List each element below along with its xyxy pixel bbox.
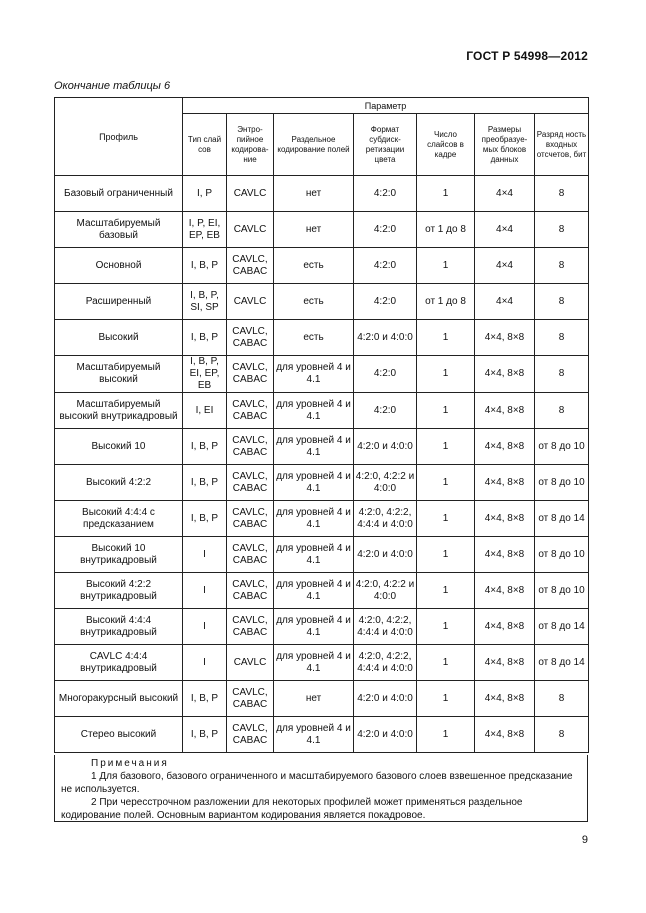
header-col-4: Формат субдиск-ретизации цвета	[354, 114, 417, 176]
table-cell: CAVLC, CABAC	[227, 717, 274, 753]
table-row	[55, 176, 589, 212]
profile-cell: Многоракурсный высокий	[55, 681, 183, 717]
table-row	[55, 212, 589, 248]
table-cell: CAVLC, CABAC	[227, 465, 274, 501]
table-row	[55, 320, 589, 356]
table-cell: 4×4	[475, 212, 535, 248]
table-cell: 4×4, 8×8	[475, 573, 535, 609]
table-cell: от 8 до 10	[535, 429, 589, 465]
profile-cell: Высокий 4:4:4 внутрикадровый	[55, 609, 183, 645]
profile-cell: Базовый ограниченный	[55, 176, 183, 212]
table-cell: 4:2:0	[354, 284, 417, 320]
table-cell: 1	[417, 320, 475, 356]
profile-cell: CAVLC 4:4:4 внутрикадровый	[55, 645, 183, 681]
table-cell: I, B, P	[183, 248, 227, 284]
table-cell: 4:2:0, 4:2:2, 4:4:4 и 4:0:0	[354, 501, 417, 537]
table-cell: для уровней 4 и 4.1	[274, 645, 354, 681]
table-cell: CAVLC	[227, 284, 274, 320]
table-cell: от 8 до 10	[535, 573, 589, 609]
table-cell: 4:2:0 и 4:0:0	[354, 717, 417, 753]
table-cell: 1	[417, 609, 475, 645]
table-cell: I, B, P	[183, 429, 227, 465]
table-cell: 8	[535, 176, 589, 212]
table-cell: CAVLC, CABAC	[227, 248, 274, 284]
table-row	[55, 645, 589, 681]
table-cell: CAVLC, CABAC	[227, 320, 274, 356]
table-cell: I, B, P	[183, 501, 227, 537]
table-cell: 8	[535, 284, 589, 320]
table-row	[55, 537, 589, 573]
table-cell: 8	[535, 212, 589, 248]
table-cell: 4:2:0, 4:2:2, 4:4:4 и 4:0:0	[354, 609, 417, 645]
table-caption: Окончание таблицы 6	[54, 80, 171, 92]
header-col-5: Число слайсов в кадре	[417, 114, 475, 176]
table-cell: 4×4, 8×8	[475, 320, 535, 356]
profile-cell: Основной	[55, 248, 183, 284]
table-cell: нет	[274, 176, 354, 212]
table-cell: 4:2:0 и 4:0:0	[354, 320, 417, 356]
table-cell: I	[183, 645, 227, 681]
table-cell: от 1 до 8	[417, 284, 475, 320]
table-cell: CAVLC, CABAC	[227, 573, 274, 609]
table-cell: 1	[417, 537, 475, 573]
table-cell: I, P, EI, EP, EB	[183, 212, 227, 248]
table-row	[55, 501, 589, 537]
table-cell: CAVLC, CABAC	[227, 501, 274, 537]
table-cell: 8	[535, 393, 589, 429]
table-cell: 4×4	[475, 248, 535, 284]
table-cell: есть	[274, 320, 354, 356]
table-cell: от 8 до 14	[535, 609, 589, 645]
table-cell: 4:2:0, 4:2:2, 4:4:4 и 4:0:0	[354, 645, 417, 681]
table-cell: 4×4, 8×8	[475, 537, 535, 573]
table-cell: 4:2:0	[354, 393, 417, 429]
table-cell: 1	[417, 681, 475, 717]
table-cell: для уровней 4 и 4.1	[274, 429, 354, 465]
table-cell: CAVLC	[227, 176, 274, 212]
table-cell: I	[183, 609, 227, 645]
table-cell: 1	[417, 465, 475, 501]
table-cell: 4:2:0, 4:2:2 и 4:0:0	[354, 573, 417, 609]
table-cell: I	[183, 573, 227, 609]
table-cell: CAVLC, CABAC	[227, 609, 274, 645]
table-cell: для уровней 4 и 4.1	[274, 537, 354, 573]
table-row	[55, 465, 589, 501]
table-cell: 4×4, 8×8	[475, 429, 535, 465]
header-col-1: Тип слай сов	[183, 114, 227, 176]
table-cell: для уровней 4 и 4.1	[274, 465, 354, 501]
table-cell: от 8 до 10	[535, 537, 589, 573]
header-col-7: Разряд ность входных отсчетов, бит	[535, 114, 589, 176]
table-cell: 4×4, 8×8	[475, 717, 535, 753]
table-cell: I, B, P	[183, 717, 227, 753]
table-cell: 1	[417, 248, 475, 284]
table-row	[55, 429, 589, 465]
table-cell: 4×4	[475, 176, 535, 212]
table-cell: 1	[417, 717, 475, 753]
table-cell: 1	[417, 176, 475, 212]
table-cell: 4×4, 8×8	[475, 465, 535, 501]
page-number: 9	[581, 834, 588, 846]
standard-number: ГОСТ Р 54998—2012	[466, 49, 588, 63]
table-cell: нет	[274, 212, 354, 248]
table-cell: I, EI	[183, 393, 227, 429]
parameters-table	[54, 97, 589, 753]
table-cell: I, B, P	[183, 465, 227, 501]
header-col-6: Размеры преобразуе-мых блоков данных	[475, 114, 535, 176]
profile-cell: Высокий	[55, 320, 183, 356]
table-row	[55, 681, 589, 717]
header-col-3: Раздельное кодирование полей	[274, 114, 354, 176]
table-cell: 1	[417, 645, 475, 681]
table-cell: CAVLC, CABAC	[227, 393, 274, 429]
table-cell: CAVLC	[227, 212, 274, 248]
table-cell: 4×4	[475, 284, 535, 320]
table-cell: 1	[417, 573, 475, 609]
table-cell: есть	[274, 284, 354, 320]
profile-cell: Масштабируемый высокий	[55, 356, 183, 393]
table-cell: I, B, P	[183, 681, 227, 717]
table-cell: 4:2:0	[354, 176, 417, 212]
table-cell: I, P	[183, 176, 227, 212]
table-cell: I	[183, 537, 227, 573]
table-row	[55, 356, 589, 393]
table-cell: 1	[417, 393, 475, 429]
notes-title: Примечания	[91, 758, 169, 769]
profile-cell: Масштабируемый высокий внутрикадровый	[55, 393, 183, 429]
table-cell: 8	[535, 320, 589, 356]
profile-cell: Масштабируемый базовый	[55, 212, 183, 248]
table-cell: 8	[535, 717, 589, 753]
table-cell: от 8 до 10	[535, 465, 589, 501]
table-row	[55, 717, 589, 753]
table-cell: 4×4, 8×8	[475, 393, 535, 429]
table-row	[55, 609, 589, 645]
table-cell: для уровней 4 и 4.1	[274, 573, 354, 609]
table-row	[55, 248, 589, 284]
table-cell: для уровней 4 и 4.1	[274, 393, 354, 429]
header-profile: Профиль	[55, 98, 183, 176]
table-cell: CAVLC, CABAC	[227, 537, 274, 573]
table-cell: I, B, P, EI, EP, EB	[183, 356, 227, 393]
table-row	[55, 573, 589, 609]
table-cell: 4:2:0 и 4:0:0	[354, 537, 417, 573]
header-col-2: Энтро-пийное кодирова-ние	[227, 114, 274, 176]
table-cell: 4:2:0	[354, 212, 417, 248]
table-cell: 4×4, 8×8	[475, 501, 535, 537]
table-row	[55, 284, 589, 320]
table-cell: 8	[535, 356, 589, 393]
table-row	[55, 393, 589, 429]
table-cell: 4:2:0 и 4:0:0	[354, 681, 417, 717]
table-cell: от 8 до 14	[535, 645, 589, 681]
profile-cell: Высокий 10 внутрикадровый	[55, 537, 183, 573]
table-cell: 4:2:0	[354, 356, 417, 393]
table-cell: 1	[417, 356, 475, 393]
table-cell: от 1 до 8	[417, 212, 475, 248]
note-item: 1 Для базового, базового ограниченного и масштабируемого базового слоев взвешенное предсказание не используется.	[61, 771, 573, 795]
notes-block	[54, 755, 588, 822]
header-parameter-group: Параметр	[183, 98, 589, 114]
profile-cell: Стерео высокий	[55, 717, 183, 753]
table-cell: от 8 до 14	[535, 501, 589, 537]
table-cell: 4:2:0	[354, 248, 417, 284]
table-cell: CAVLC, CABAC	[227, 356, 274, 393]
table-cell: 4×4, 8×8	[475, 356, 535, 393]
table-cell: CAVLC	[227, 645, 274, 681]
table-cell: CAVLC, CABAC	[227, 429, 274, 465]
table-cell: для уровней 4 и 4.1	[274, 717, 354, 753]
table-cell: есть	[274, 248, 354, 284]
table-cell: I, B, P, SI, SP	[183, 284, 227, 320]
table-cell: для уровней 4 и 4.1	[274, 609, 354, 645]
table-cell: 4×4, 8×8	[475, 681, 535, 717]
table-cell: I, B, P	[183, 320, 227, 356]
table-cell: для уровней 4 и 4.1	[274, 356, 354, 393]
table-cell: для уровней 4 и 4.1	[274, 501, 354, 537]
table-cell: 8	[535, 681, 589, 717]
table-cell: 1	[417, 501, 475, 537]
table-cell: 4×4, 8×8	[475, 609, 535, 645]
table-cell: 4:2:0, 4:2:2 и 4:0:0	[354, 465, 417, 501]
note-item: 2 При чересстрочном разложении для некоторых профилей может применяться раздельное кодирование полей. Основным вариантом кодирования является покадровое.	[61, 797, 523, 821]
table-cell: нет	[274, 681, 354, 717]
table-cell: 4:2:0 и 4:0:0	[354, 429, 417, 465]
table-cell: 4×4, 8×8	[475, 645, 535, 681]
table-cell: CAVLC, CABAC	[227, 681, 274, 717]
table-cell: 8	[535, 248, 589, 284]
profile-cell: Высокий 4:2:2	[55, 465, 183, 501]
profile-cell: Расширенный	[55, 284, 183, 320]
profile-cell: Высокий 4:2:2 внутрикадровый	[55, 573, 183, 609]
profile-cell: Высокий 4:4:4 с предсказанием	[55, 501, 183, 537]
table-cell: 1	[417, 429, 475, 465]
profile-cell: Высокий 10	[55, 429, 183, 465]
